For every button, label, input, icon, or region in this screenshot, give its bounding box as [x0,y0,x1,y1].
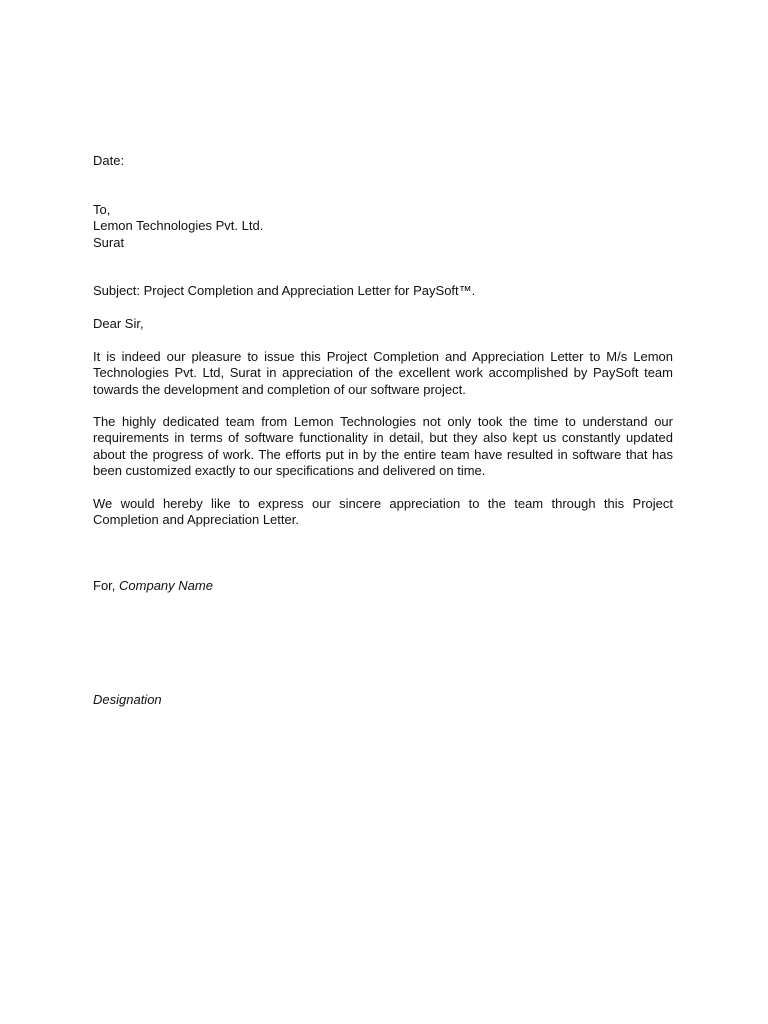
salutation: Dear Sir, [93,316,144,331]
body-paragraph-3: We would hereby like to express our sincere appreciation to the team through this Project Completion and Appreciation Letter. [93,496,673,528]
designation-label: Designation [93,692,162,707]
recipient-to: To, [93,202,111,217]
signoff-company-name: Company Name [119,578,213,593]
recipient-company: Lemon Technologies Pvt. Ltd. [93,218,264,234]
body-paragraph-2: The highly dedicated team from Lemon Technologies not only took the time to understand our requirements in terms of software functionality in detail, but they also kept us constantly updated about the progress of work. The efforts put in by the entire team have resulted in software that has been customized exactly to our specifications and delivered on time. [93,414,673,478]
recipient-city: Surat [93,234,125,250]
signoff-prefix: For, [93,578,120,593]
subject-line: Subject: Project Completion and Appreciation Letter for PaySoft™. [93,283,476,298]
signoff-line [93,578,673,594]
recipient-block [93,202,673,251]
body-paragraph-1: It is indeed our pleasure to issue this Project Completion and Appreciation Letter to M/s Lemon Technologies Pvt. Ltd, Surat in appreciation of the excellent work accomplished by PaySoft team towards the development and completion of our software project. [93,349,673,397]
date-label: Date: [93,153,125,168]
